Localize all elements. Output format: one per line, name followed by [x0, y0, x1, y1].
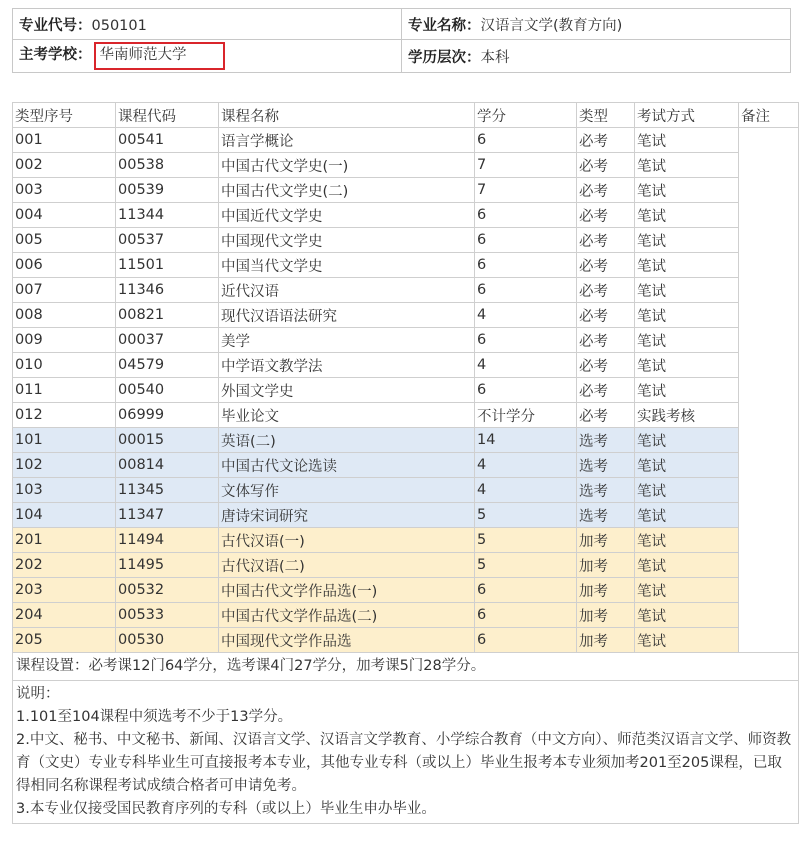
table-row [13, 378, 799, 403]
table-cell: 11346 [116, 278, 219, 303]
table-cell: 古代汉语(一) [219, 528, 475, 553]
major-name-value: 汉语言文学(教育方向) [480, 17, 623, 34]
table-cell: 00539 [116, 178, 219, 203]
column-header: 课程名称 [219, 103, 475, 128]
table-cell: 必考 [577, 353, 635, 378]
table-cell: 古代汉语(二) [219, 553, 475, 578]
table-cell: 6 [475, 228, 577, 253]
table-cell: 必考 [577, 253, 635, 278]
table-cell: 必考 [577, 178, 635, 203]
major-code-label: 专业代号： [19, 17, 92, 34]
table-cell: 必考 [577, 378, 635, 403]
table-cell: 5 [475, 553, 577, 578]
table-cell: 11495 [116, 553, 219, 578]
major-info-table [12, 8, 791, 73]
table-cell: 00541 [116, 128, 219, 153]
table-row [13, 253, 799, 278]
table-row [13, 553, 799, 578]
table-cell: 012 [13, 403, 116, 428]
table-cell: 必考 [577, 128, 635, 153]
table-cell: 中国现代文学史 [219, 228, 475, 253]
table-cell: 中国古代文学作品选(一) [219, 578, 475, 603]
table-cell: 00814 [116, 453, 219, 478]
table-cell: 英语(二) [219, 428, 475, 453]
table-cell: 005 [13, 228, 116, 253]
table-row [13, 628, 799, 653]
table-cell: 唐诗宋词研究 [219, 503, 475, 528]
table-cell: 毕业论文 [219, 403, 475, 428]
table-row [13, 603, 799, 628]
table-cell: 中学语文教学法 [219, 353, 475, 378]
table-cell: 007 [13, 278, 116, 303]
column-header: 课程代码 [116, 103, 219, 128]
table-cell: 103 [13, 478, 116, 503]
table-cell: 010 [13, 353, 116, 378]
school-cell [13, 40, 402, 73]
table-cell: 美学 [219, 328, 475, 353]
table-cell: 00037 [116, 328, 219, 353]
table-row [13, 528, 799, 553]
table-cell: 中国古代文学作品选(二) [219, 603, 475, 628]
course-table-body [13, 103, 799, 824]
table-cell: 选考 [577, 428, 635, 453]
table-cell: 笔试 [635, 378, 739, 403]
table-cell: 笔试 [635, 153, 739, 178]
table-cell: 外国文学史 [219, 378, 475, 403]
table-cell: 笔试 [635, 278, 739, 303]
table-cell: 加考 [577, 578, 635, 603]
table-cell: 必考 [577, 403, 635, 428]
school-value-highlighted: 华南师范大学 [94, 42, 225, 70]
notes-cell [13, 681, 799, 824]
table-cell: 11501 [116, 253, 219, 278]
table-cell: 笔试 [635, 603, 739, 628]
table-cell: 语言学概论 [219, 128, 475, 153]
table-cell: 7 [475, 153, 577, 178]
notes-title: 说明： [16, 686, 60, 702]
table-row [13, 578, 799, 603]
table-cell: 102 [13, 453, 116, 478]
major-name-label: 专业名称： [408, 17, 481, 34]
table-cell: 6 [475, 628, 577, 653]
table-row [13, 203, 799, 228]
table-header-row [13, 103, 799, 128]
table-cell: 必考 [577, 153, 635, 178]
table-cell: 中国古代文论选读 [219, 453, 475, 478]
level-value: 本科 [480, 49, 510, 66]
table-cell: 00015 [116, 428, 219, 453]
column-header: 考试方式 [635, 103, 739, 128]
table-cell: 202 [13, 553, 116, 578]
table-cell: 203 [13, 578, 116, 603]
level-label: 学历层次： [408, 49, 481, 66]
table-cell: 必考 [577, 328, 635, 353]
table-cell: 5 [475, 528, 577, 553]
table-cell: 中国古代文学史(一) [219, 153, 475, 178]
table-cell: 实践考核 [635, 403, 739, 428]
table-cell: 4 [475, 303, 577, 328]
column-header: 类型序号 [13, 103, 116, 128]
table-cell: 6 [475, 253, 577, 278]
table-cell: 14 [475, 428, 577, 453]
table-cell: 中国当代文学史 [219, 253, 475, 278]
major-code-cell [13, 9, 402, 40]
remarks-cell [739, 128, 799, 653]
table-cell: 11494 [116, 528, 219, 553]
table-cell: 6 [475, 203, 577, 228]
table-cell: 中国现代文学作品选 [219, 628, 475, 653]
table-cell: 笔试 [635, 503, 739, 528]
table-cell: 6 [475, 278, 577, 303]
table-cell: 00821 [116, 303, 219, 328]
table-cell: 5 [475, 503, 577, 528]
table-cell: 6 [475, 328, 577, 353]
table-cell: 002 [13, 153, 116, 178]
table-cell: 必考 [577, 303, 635, 328]
table-cell: 7 [475, 178, 577, 203]
table-cell: 11344 [116, 203, 219, 228]
table-cell: 04579 [116, 353, 219, 378]
table-cell: 00538 [116, 153, 219, 178]
school-label: 主考学校： [19, 47, 92, 63]
table-cell: 笔试 [635, 528, 739, 553]
table-cell: 004 [13, 203, 116, 228]
table-cell: 011 [13, 378, 116, 403]
table-cell: 必考 [577, 278, 635, 303]
table-cell: 4 [475, 353, 577, 378]
table-cell: 选考 [577, 503, 635, 528]
table-cell: 不计学分 [475, 403, 577, 428]
table-cell: 00540 [116, 378, 219, 403]
note-item: 1.101至104课程中须选考不少于13学分。 [16, 709, 293, 725]
table-row [13, 278, 799, 303]
table-cell: 加考 [577, 528, 635, 553]
summary-row [13, 653, 799, 681]
column-header: 类型 [577, 103, 635, 128]
table-cell: 文体写作 [219, 478, 475, 503]
table-cell: 00533 [116, 603, 219, 628]
table-cell: 笔试 [635, 478, 739, 503]
table-cell: 00532 [116, 578, 219, 603]
notes-row [13, 681, 799, 824]
table-cell: 11345 [116, 478, 219, 503]
table-cell: 00537 [116, 228, 219, 253]
major-code-value: 050101 [91, 17, 147, 34]
table-cell: 4 [475, 478, 577, 503]
note-item: 2.中文、秘书、中文秘书、新闻、汉语言文学、汉语言文学教育、小学综合教育（中文方向）、师范类汉语言文学、师资教育（文史）专业专科毕业生可直接报考本专业，其他专业专科（或以上）毕业生报考本专业须加考201至205课程，已取得相同名称课程考试成绩合格者可申请免考。 [16, 732, 792, 794]
table-cell: 00530 [116, 628, 219, 653]
column-header: 学分 [475, 103, 577, 128]
table-cell: 必考 [577, 228, 635, 253]
table-cell: 笔试 [635, 303, 739, 328]
table-cell: 4 [475, 453, 577, 478]
table-row [13, 353, 799, 378]
table-cell: 006 [13, 253, 116, 278]
table-row [13, 178, 799, 203]
table-cell: 205 [13, 628, 116, 653]
level-cell [402, 40, 791, 73]
table-cell: 近代汉语 [219, 278, 475, 303]
table-cell: 笔试 [635, 228, 739, 253]
table-cell: 笔试 [635, 428, 739, 453]
table-row [13, 153, 799, 178]
table-cell: 加考 [577, 553, 635, 578]
table-cell: 101 [13, 428, 116, 453]
table-cell: 06999 [116, 403, 219, 428]
table-row [13, 228, 799, 253]
table-cell: 笔试 [635, 628, 739, 653]
table-cell: 6 [475, 378, 577, 403]
table-cell: 001 [13, 128, 116, 153]
course-summary: 课程设置：必考课12门64学分，选考课4门27学分，加考课5门28学分。 [13, 653, 799, 681]
table-cell: 现代汉语语法研究 [219, 303, 475, 328]
table-row [13, 128, 799, 153]
table-row [13, 303, 799, 328]
table-cell: 笔试 [635, 128, 739, 153]
table-cell: 加考 [577, 603, 635, 628]
course-table [12, 102, 799, 824]
table-cell: 中国近代文学史 [219, 203, 475, 228]
table-cell: 008 [13, 303, 116, 328]
table-cell: 11347 [116, 503, 219, 528]
table-row [13, 503, 799, 528]
table-cell: 笔试 [635, 253, 739, 278]
table-cell: 加考 [577, 628, 635, 653]
note-item: 3.本专业仅接受国民教育序列的专科（或以上）毕业生申办毕业。 [16, 801, 436, 817]
table-row [13, 478, 799, 503]
table-cell: 笔试 [635, 453, 739, 478]
major-name-cell [402, 9, 791, 40]
table-cell: 104 [13, 503, 116, 528]
column-header: 备注 [739, 103, 799, 128]
table-cell: 笔试 [635, 328, 739, 353]
table-cell: 笔试 [635, 578, 739, 603]
table-cell: 笔试 [635, 178, 739, 203]
table-row [13, 453, 799, 478]
table-cell: 笔试 [635, 353, 739, 378]
table-row [13, 428, 799, 453]
table-cell: 6 [475, 128, 577, 153]
table-cell: 009 [13, 328, 116, 353]
table-cell: 选考 [577, 453, 635, 478]
table-cell: 003 [13, 178, 116, 203]
table-cell: 必考 [577, 203, 635, 228]
table-cell: 204 [13, 603, 116, 628]
table-cell: 6 [475, 603, 577, 628]
table-cell: 笔试 [635, 203, 739, 228]
table-row [13, 403, 799, 428]
table-cell: 选考 [577, 478, 635, 503]
table-row [13, 328, 799, 353]
table-cell: 中国古代文学史(二) [219, 178, 475, 203]
table-cell: 笔试 [635, 553, 739, 578]
table-cell: 6 [475, 578, 577, 603]
table-cell: 201 [13, 528, 116, 553]
